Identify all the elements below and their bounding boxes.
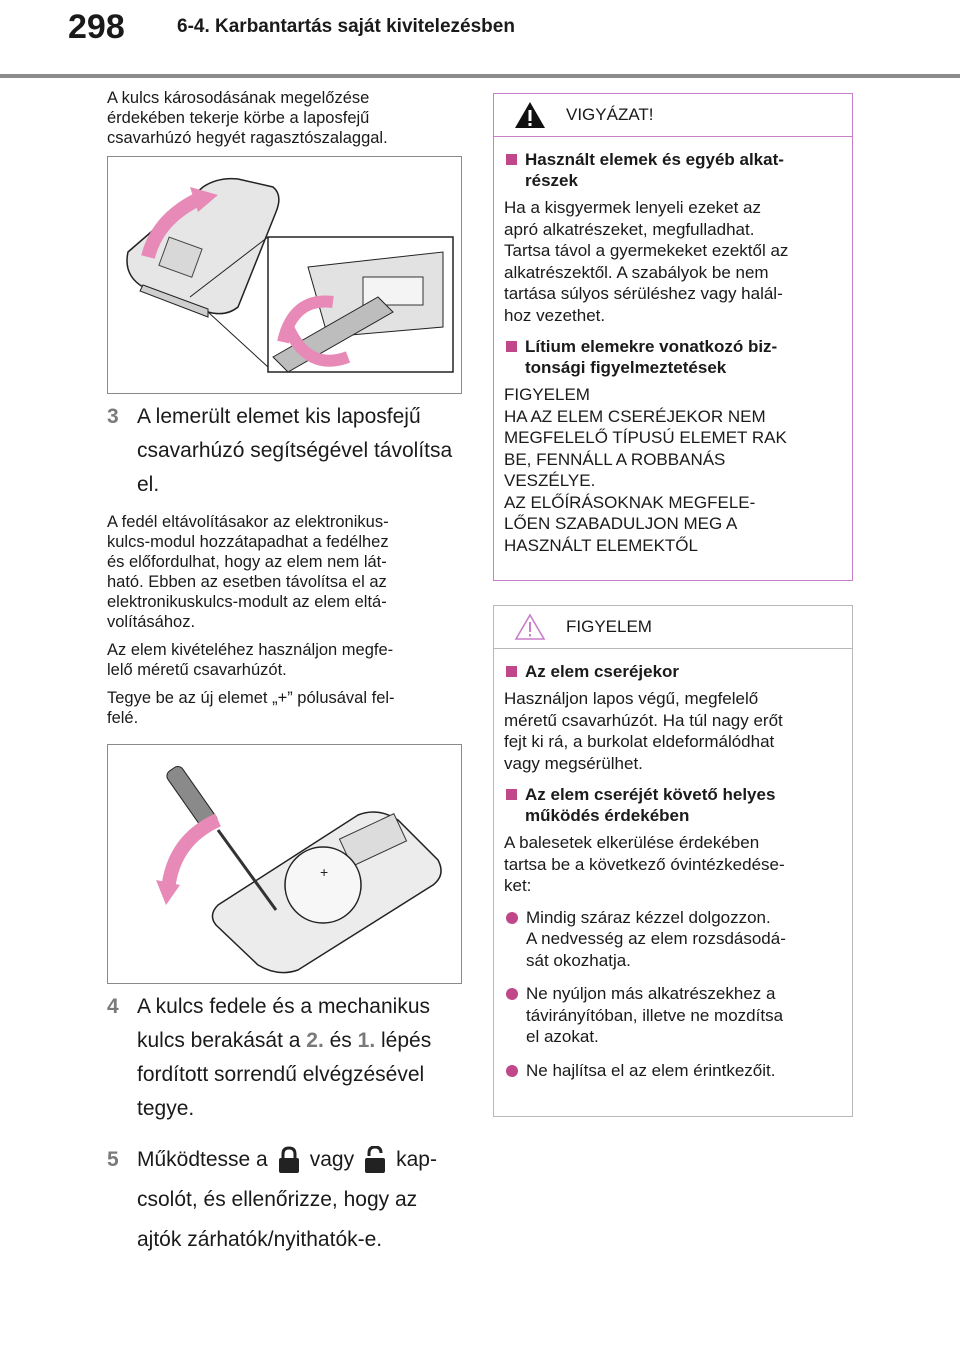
intro-text: A kulcs károsodásának megelőzése érdekében tekerje körbe a laposfejű csavarhúzó hegyét ragasztószalaggal. [107,89,388,147]
notice-text-proper-operation: A balesetek elkerülése érdekében tartsa be a következő óvintézkedése- ket: [504,833,785,895]
figure-battery-removal-illustration [107,744,462,984]
battery-removal-illustration [108,745,461,983]
step-5-text [137,1140,467,1260]
caution-body [494,137,852,556]
step-5-text-d: csolót, és ellenőrizze, hogy az ajtók zárhatók/nyithatók-e. [137,1188,418,1251]
notice-heading-proper-operation: Az elem cseréjét követő helyes működés érdekében [504,784,842,826]
notice-heading-replacement: Az elem cseréjekor [504,661,842,682]
step-5-text-b: vagy [309,1148,355,1171]
step-5-text-a: Működtesse a [137,1148,268,1171]
bullet-dot [506,988,518,1000]
step-4-number: 4 [107,995,119,1018]
step-3 [107,400,467,502]
caution-heading-lithium: Lítium elemekre vonatkozó biz- tonsági figyelmeztetések [504,336,842,378]
caution-header [494,94,852,137]
step-5-text-c: kap- [396,1148,437,1171]
svg-text:+: + [320,864,329,880]
lock-icon [278,1146,300,1174]
step-3-number: 3 [107,405,119,428]
step-4-text [137,990,467,1126]
note-screwdriver: Az elem kivételéhez használjon megfe- lelő méretű csavarhúzót. [107,641,394,679]
notice-body [494,649,852,1081]
caution-box [493,93,853,581]
unlock-icon [364,1146,386,1174]
bullet-square [506,789,517,800]
step-4-text-b: és [323,1029,358,1052]
list-item: Ne nyúljon más alkatrészekhez a távirányítóban, illetve ne mozdítsa el azokat. [504,983,842,1048]
figure-key-cover-illustration [107,156,462,394]
bullet-dot [506,1065,518,1077]
step-ref-1: 1. [357,1029,376,1052]
section-title: 6-4. Karbantartás saját kivitelezésben [177,16,515,37]
caution-text-lithium: FIGYELEM HA AZ ELEM CSERÉJEKOR NEM MEGFELELŐ TÍPUSÚ ELEMET RAK BE, FENNÁLL A ROBBANÁS VESZÉLYE. AZ ELŐÍRÁSOKNAK MEGFELE- LŐEN SZABADULJON MEG A HASZNÁLT ELEMEKTŐL [504,385,787,555]
step-5 [107,1140,467,1260]
left-column [107,88,467,1260]
note-module: A fedél eltávolításakor az elektronikus- kulcs-modul hozzátapadhat a fedélhez és előfordulhat, hogy az elem nem lát- ható. Ebben az esetben távolítsa el az elektronikuskulcs-modult az elem eltá- volításához. [107,513,389,631]
caution-text-used-batteries: Ha a kisgyermek lenyeli ezeket az apró alkatrészeket, megfulladhat. Tartsa távol a gyermekeket ezektől az alkatrészektől. A szabályok be nem tartása súlyos sérüléshez vagy halál- hoz vezethet. [504,198,789,325]
step-5-number: 5 [107,1148,119,1171]
warning-triangle-icon [514,101,554,129]
list-item: Ne hajlítsa el az elem érintkezőit. [504,1060,842,1082]
notice-title: FIGYELEM [566,617,652,636]
step-3-text: A lemerült elemet kis laposfejű csavarhúzó segítségével távolítsa el. [137,405,453,496]
bullet-square [506,666,517,677]
page-number: 298 [68,8,125,46]
key-cover-illustration [108,157,461,393]
note-polarity: Tegye be az új elemet „+” pólusával fel- felé. [107,689,395,727]
bullet-dot [506,912,518,924]
notice-box [493,605,853,1117]
caution-title: VIGYÁZAT! [566,105,654,124]
header-rule [0,74,960,78]
notice-triangle-icon [514,613,554,641]
step-4-text-c: lépés fordított sorrendű elvégzésével tegye. [137,1029,432,1120]
caution-heading-used-batteries: Használt elemek és egyéb alkat- részek [504,149,842,191]
step-ref-2: 2. [306,1029,324,1052]
step-4-text-a: A kulcs fedele és a mechanikus kulcs berakását a [137,995,430,1052]
notice-text-replacement: Használjon lapos végű, megfelelő méretű csavarhúzót. Ha túl nagy erőt fejt ki rá, a burkolat eldeformálódhat vagy megsérülhet. [504,689,783,773]
list-item: Mindig száraz kézzel dolgozzon. A nedvesség az elem rozsdásodá- sát okozhatja. [504,907,842,972]
step-4 [107,990,467,1126]
bullet-square [506,341,517,352]
notice-header [494,606,852,649]
bullet-square [506,154,517,165]
